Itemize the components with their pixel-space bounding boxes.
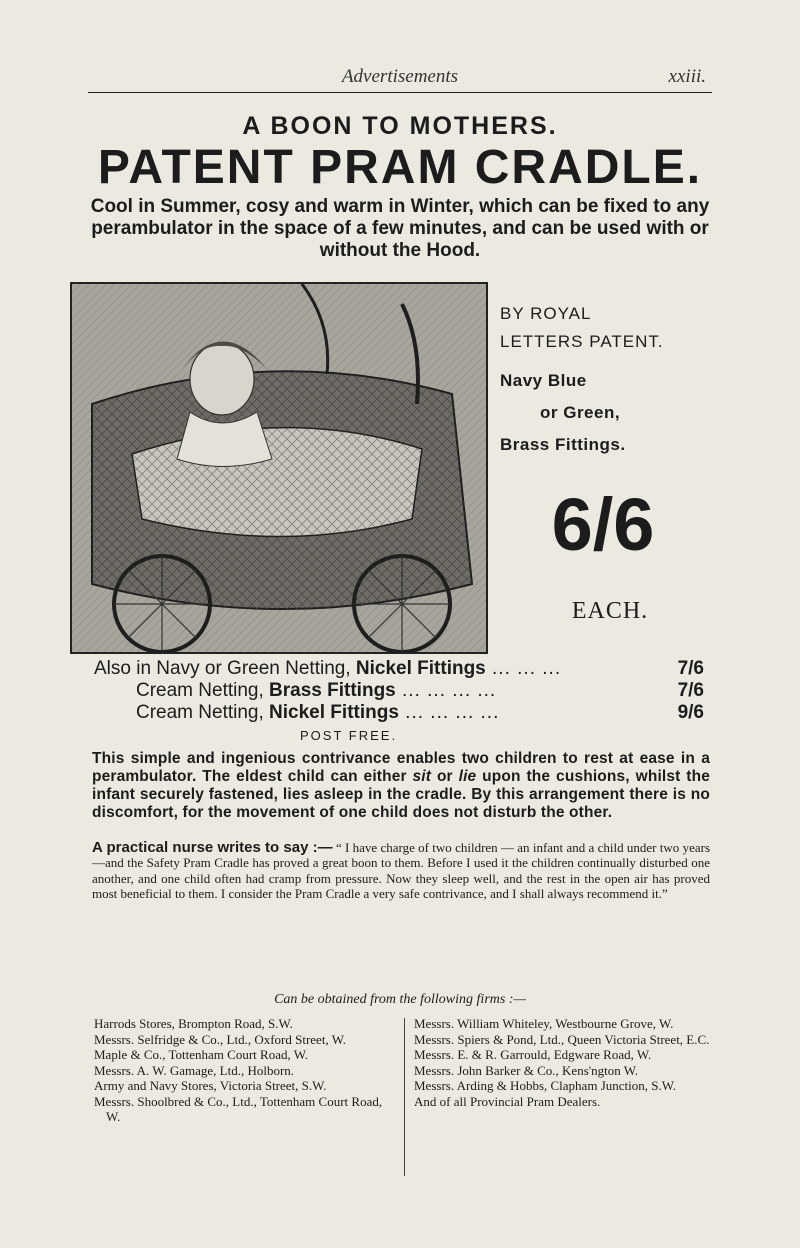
price-row: [94, 702, 704, 724]
testimonial-paragraph: [92, 840, 710, 901]
price-row-dots: ... ... ... ...: [398, 702, 500, 723]
running-header-title: Advertisements: [341, 66, 459, 87]
list-item: Messrs. Shoolbred & Co., Ltd., Tottenham Court Road, W.: [94, 1093, 383, 1124]
price-row-fitting: Brass Fittings: [269, 680, 396, 701]
ad-kicker: A BOON TO MOTHERS.: [242, 112, 558, 140]
list-item: And of all Provincial Pram Dealers.: [414, 1093, 601, 1109]
price-row-fitting: Nickel Fittings: [269, 702, 399, 723]
stockists-left-column: [94, 1016, 394, 1125]
price-row-prefix: Cream Netting,: [136, 702, 270, 723]
description-paragraph: This simple and ingenious contrivance enables two children to rest at ease in a perambulator. The eldest child can either sit or lie upon the cushions, whilst the infant securely fastened, lies asleep in the cradle. By this arrangement there is no discomfort, for the movement of one child does not disturb the other.: [92, 750, 711, 821]
list-item: Messrs. Spiers & Pond, Ltd., Queen Victoria Street, E.C.: [414, 1031, 710, 1047]
header-rule: [88, 92, 712, 93]
post-free-note: POST FREE.: [300, 728, 398, 743]
ad-tagline: Cool in Summer, cosy and warm in Winter, which can be fixed to any perambulator in the space of a few minutes, and can be used with or without the Hood.: [90, 196, 710, 261]
price-row: [94, 658, 704, 680]
price-row-dots: ... ... ... ...: [395, 680, 497, 701]
running-header: [90, 66, 710, 92]
list-item: Messrs. Arding & Hobbs, Clapham Junction, S.W.: [414, 1078, 677, 1093]
royal-patent-note: [500, 300, 720, 356]
testimonial-lead: A practical nurse writes to say :—: [92, 839, 333, 856]
color-line-3: Brass Fittings.: [500, 435, 626, 454]
price-row-price: 7/6: [677, 680, 704, 701]
list-item: Harrods Stores, Brompton Road, S.W.: [94, 1016, 293, 1031]
stockists-right-column: [414, 1016, 714, 1109]
list-item: Messrs. A. W. Gamage, Ltd., Holborn.: [94, 1062, 295, 1078]
price-row: [94, 680, 704, 702]
column-divider: [404, 1018, 405, 1176]
price-row-fitting: Nickel Fittings: [355, 658, 486, 679]
price-row-dots: ... ... ...: [485, 658, 562, 679]
royal-line-2: LETTERS PATENT.: [500, 332, 664, 351]
emphasis-sit: sit: [412, 768, 432, 785]
price-unit: EACH.: [571, 598, 649, 624]
stockists-heading: Can be obtained from the following firms :—: [274, 992, 526, 1007]
price-list: [94, 658, 704, 724]
price-row-price: 9/6: [677, 702, 704, 723]
list-item: Messrs. E. & R. Garrould, Edgware Road, W.: [414, 1047, 652, 1062]
list-item: Army and Navy Stores, Victoria Street, S.W.: [94, 1078, 327, 1093]
pram-cradle-drawing: [72, 284, 486, 652]
color-line-2: or Green,: [540, 403, 621, 422]
ad-headline: PATENT PRAM CRADLE.: [97, 141, 703, 194]
price-row-price: 7/6: [677, 658, 704, 679]
list-item: Messrs. John Barker & Co., Kens'ngton W.: [414, 1062, 639, 1078]
list-item: Messrs. Selfridge & Co., Ltd., Oxford Street, W.: [94, 1031, 347, 1047]
main-price: 6/6: [551, 483, 655, 566]
royal-line-1: BY ROYAL: [500, 304, 592, 323]
list-item: Messrs. William Whiteley, Westbourne Grove, W.: [414, 1016, 674, 1031]
color-options: [500, 365, 720, 461]
emphasis-lie: lie: [458, 768, 477, 785]
color-line-1: Navy Blue: [500, 371, 587, 390]
testimonial-body: “ I have charge of two children — an infant and a child under two years—and the Safety Pram Cradle has proved a great boon to them. Before I used it the children continually disturbed one another, and one child often had cramp from pressure. Now they sleep well, and the rest in the open air has proved most beneficial to them. I consider the Pram Cradle a very safe contrivance, and I shall always recommend it.”: [92, 840, 710, 901]
price-row-prefix: Also in Navy or Green Netting,: [94, 658, 356, 679]
price-row-prefix: Cream Netting,: [136, 680, 270, 701]
list-item: Maple & Co., Tottenham Court Road, W.: [94, 1047, 309, 1062]
page-number: xxiii.: [668, 66, 706, 87]
pram-cradle-illustration: [70, 282, 488, 654]
